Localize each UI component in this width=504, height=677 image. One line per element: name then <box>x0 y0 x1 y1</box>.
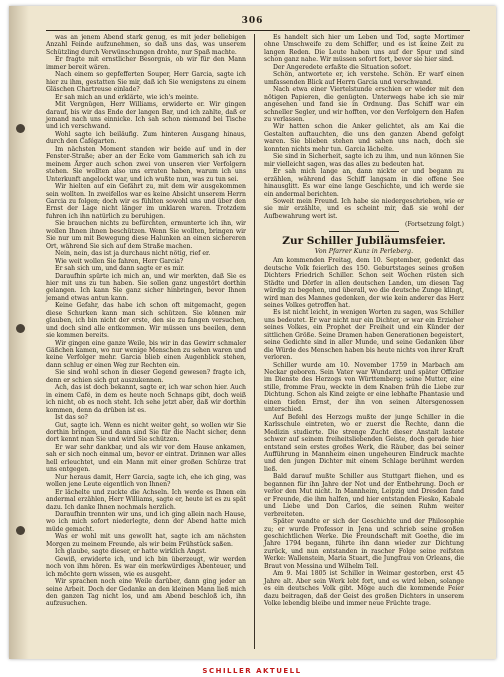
paragraph: Wir hielten auf ein Gefährt zu, mit dem wir ausgekommen sein wollten. In zweifellos war es keine Absicht unserem Herrn Garcia zu folgen; doch wir es fühlten sowohl uns und über den Ernst der Lage nicht länger im unklaren waren. Trotzdem fuhren ich ihn natürlich zu beruhigen. <box>46 183 246 220</box>
punch-hole <box>16 124 25 133</box>
paragraph: Sie sind wohl schon in dieser Gegend gewesen? fragte ich, denn er schien sich gut auszukennen. <box>46 369 246 384</box>
article-body <box>264 257 464 607</box>
column-divider <box>254 34 255 649</box>
paragraph: Er sah sich um, und dann sagte er es mir. <box>55 265 185 273</box>
continuation-note: (Fortsetzung folgt.) <box>405 221 464 229</box>
paragraph: Soweit mein Freund. Ich habe sie niedergeschrieben, wie er sie mir erzählte, und es scheint mir, daß sie wohl der Aufbewahrung wert ist. <box>264 197 464 220</box>
article-title: Zur Schiller Jubiläumsfeier. <box>282 234 446 247</box>
paragraph: Am kommenden Freitag, dem 10. September, gedenkt das deutsche Volk feierlich des 150. Geburtstages seines großen Dichters Friedrich Schiller. Schon seit Wochen rüsten sich Städte und Dörfer in allen deutschen Landen, um diesen Tag würdig zu begehen, und überall, wo die deutsche Zunge klingt, wird man des Mannes gedenken, der wie kein anderer das Herz seines Volkes getroffen hat. <box>264 257 464 309</box>
paragraph: Er sah mich an und erklärte, wie ich's meinte. <box>55 93 199 101</box>
newspaper-sheet <box>9 6 496 659</box>
paragraph: Nein, nein, das ist ja durchaus nicht nötig, rief er. <box>55 250 211 258</box>
paragraph: Sie brauchen nichts zu befürchten, ermunterte ich ihn, wir wollen Ihnen ihnen beschützen. Wenn Sie wollten, bringen wir Sie nur um mit Bewegung diese Halunken an einen sichereren Ort, während Sie sich auf dem Straße machen. <box>46 220 246 250</box>
paragraph: Daraufhin trennten wir uns, und ich ging allein nach Hause, wo ich mich sofort niederlegte, denn der Abend hatte mich müde gemacht. <box>46 511 246 533</box>
paragraph: Nach etwa einer Viertelstunde erschien er wieder mit den nötigen Papieren, die genügten. Unterwegs habe ich sie mir angesehen und fand sie in Ordnung. Das Schiff war ein schneller Segler, und wir hofften, vor den Verfolgern den Hafen zu verlassen. <box>264 86 464 123</box>
paragraph: Ist das so? <box>55 414 88 422</box>
right-column <box>264 34 464 649</box>
paragraph: Der Angeredete erfaßte die Situation sofort. <box>273 63 412 71</box>
paragraph: Später wandte er sich der Geschichte und der Philosophie zu; er wurde Professor in Jena und schrieb seine großen geschichtlichen Werke. Die Freundschaft mit Goethe, die im Jahre 1794 begann, führte ihn dann wieder zur Dichtung zurück, und nun entstanden in rascher Folge seine reifsten Werke: Wallenstein, Maria Stuart, die Jungfrau von Orleans, die Braut von Messina und Wilhelm Tell. <box>264 518 464 570</box>
paragraph: Keine Gefahr, das habe ich schon oft mitgemacht, gegen diese Schurken kann man sich schützen. Sie können mir glauben, ich bin nicht der erste, den sie zu fangen versuchen, und doch sind alle entkommen. Wir müssen uns beeilen, denn sie kommen bereits. <box>46 302 246 340</box>
paragraph: Wie weit wollen Sie fahren, Herr Garcia? <box>55 257 184 265</box>
article-byline: Von Pfarrer Kunz in Perleberg. <box>314 247 414 255</box>
paragraph: Ich glaube, sagte dieser, er hatte wirklich Angst. <box>55 548 207 556</box>
article-separator <box>329 231 399 232</box>
paragraph: Nur heraus damit, Herr Garcia, sagte ich, ehe ich ging, was wollen jene Leute eigentlich von Ihnen? <box>46 473 246 489</box>
paragraph: Nach einem so gepfefferten Souper, Herr Garcia, sagte ich hier zu ihm, gestatten Sie mir, daß ich Sie wenigstens zu einem Gläschen Chartreuse einlade? <box>46 71 246 94</box>
paragraph: was an jenem Abend stark genug, es mit jeder beliebigen Anzahl Feinde aufzunehmen, so daß uns das, was unserem Schützling durch Verwünschungen drohte, nur Spaß machte. <box>46 34 246 56</box>
paragraph: Wohl sagte ich beiläufig. Zum hinteren Ausgang hinaus, durch den Cafégarten. <box>46 130 246 146</box>
paragraph: Daraufhin spürte ich mich an, und wir merkten, daß Sie es hier mit uns zu tun haben. Sie sollen ganz ungestört dorthin gelangen. Ich kann Sie ganz sicher hinbringen, bevor Ihnen jemand etwas antun kann. <box>46 272 246 302</box>
paragraph: Es handelt sich hier um Leben und Tod, sagte Mortimer ohne Umschweife zu dem Schiffer, und es ist keine Zeit zu langen Reden. Die Leute haben uns auf der Spur und sind schon ganz nahe. Wir müssen sofort fort, bevor sie hier sind. <box>264 34 464 64</box>
stamp-label: SCHILLER AKTUELL <box>199 667 304 675</box>
archive-stamp <box>0 658 504 677</box>
punch-hole <box>16 526 25 535</box>
paragraph: Gewiß, erwiderte ich, und ich bin überzeugt, wir werden noch von ihm hören. Es war ein merkwürdiges Abenteuer, und ich möchte gern wissen, wie es ausgeht. <box>46 555 246 578</box>
paragraph: Schön, antwortete er, ich verstehe. Schön. Er warf einen umfassenden Blick auf Herrn Garcia und verschwand. <box>264 71 464 86</box>
page-number: 306 <box>241 16 264 26</box>
paragraph: Schiller wurde am 10. November 1759 in Marbach am Neckar geboren. Sein Vater war Wundarzt und später Offizier im Dienste des Herzogs von Württemberg; seine Mutter, eine stille, fromme Frau, weckte in dem Knaben früh die Liebe zur Dichtung. Schon als Kind zeigte er eine lebhafte Phantasie und einen tiefen Ernst, der ihn von seinen Altersgenossen unterschied. <box>264 361 464 414</box>
paragraph: Im nächsten Moment standen wir beide auf und in der Fenster-Straße; aber an der Ecke vom Gammerich sah ich zu meinem Ärger auch schon zwei von unseren vier Verfolgern stehen. Sie wollten also uns erraten haben, warum ich uns Unterkunft angelockt war, und ich wußte nun, was zu tun sei. <box>46 145 246 183</box>
punch-hole <box>16 324 25 333</box>
paragraph: Gut, sagte ich. Wenn es nicht weiter geht, so wollen wir Sie dorthin bringen, und dann sind Sie für die Nacht sicher, denn dort kennt man Sie und wird Sie schützen. <box>46 421 246 444</box>
header-rule <box>46 30 470 31</box>
story-continuation <box>264 34 464 220</box>
paragraph: Er sah mich lange an, dann nickte er und begann zu erzählen, während das Schiff langsam in die offene See hinausglitt. Es war eine lange Geschichte, und ich werde sie ein andermal berichten. <box>264 168 464 198</box>
paragraph: Ach, das ist doch bekannt, sagte er, ich war schon hier. Auch in einem Café, in dem es heute noch Schnaps gibt, doch weiß ich nicht, ob es noch steht. Ich sehe jetzt aber, daß wir dorthin kommen, denn da drüben ist es. <box>46 384 246 414</box>
paragraph: Er fragte mit ernstlicher Besorgnis, ob wir für den Mann immer bereit wären. <box>46 56 246 71</box>
paragraph: Was er wohl mit uns gewollt hat, sagte ich am nächsten Morgen zu meinem Freunde, als wir beim Frühstück saßen. <box>46 533 246 548</box>
left-column <box>46 34 246 649</box>
paragraph: Sie sind in Sicherheit, sagte ich zu ihm, und nun können Sie mir vielleicht sagen, was das alles zu bedeuten hat. <box>264 153 464 168</box>
paragraph: Bald darauf mußte Schiller aus Stuttgart fliehen, und es begannen für ihn Jahre der Not und der Entbehrung. Doch er verlor den Mut nicht. In Mannheim, Leipzig und Dresden fand er Freunde, die ihm halfen, und hier entstanden Fiesko, Kabale und Liebe und Don Carlos, die seinen Ruhm weiter verbreiteten. <box>264 473 464 518</box>
paragraph: Er lächelte und zuckte die Achseln. Ich werde es Ihnen ein andermal erzählen, Herr Williams, sagte er, heute ist es zu spät dazu. Ich danke Ihnen nochmals herzlich. <box>46 488 246 511</box>
paragraph: Mit Vergnügen, Herr Williams, erwiderte er. Wir gingen darauf, bis wir das Ende der langen Bar, und ich zahlte, daß er jemand nach uns einnicke. Ich sah schon niemand bei Tische und ich verschwand. <box>46 101 246 131</box>
paragraph: Wir sprachen noch eine Weile darüber, dann ging jeder an seine Arbeit. Doch der Gedanke an den kleinen Mann ließ mich den ganzen Tag nicht los, und am Abend beschloß ich, ihn aufzusuchen. <box>46 578 246 608</box>
paragraph: Er war sehr dankbar, und als wir vor dem Hause ankamen, sah er sich noch einmal um, bevor er eintrat. Drinnen war alles hell erleuchtet, und ein Mann mit einer großen Schürze trat uns entgegen. <box>46 443 246 474</box>
paragraph: Am 9. Mai 1805 ist Schiller in Weimar gestorben, erst 45 Jahre alt. Aber sein Werk lebt fort, und es wird leben, solange es ein deutsches Volk gibt. Möge auch die kommende Feier dazu beitragen, daß der Geist des großen Dichters in unserem Volke lebendig bleibe und immer neue Früchte trage. <box>264 570 464 608</box>
paragraph: Auf Befehl des Herzogs mußte der junge Schiller in die Karlsschule eintreten, wo er zuerst die Rechte, dann die Medizin studierte. Die strenge Zucht dieser Anstalt lastete schwer auf seinem freiheitsliebenden Geiste, doch gerade hier entstand sein erstes großes Werk, die Räuber, das bei seiner Aufführung in Mannheim einen ungeheuren Eindruck machte und den jungen Dichter mit einem Schlage berühmt werden ließ. <box>264 413 464 473</box>
paragraph: Wir gingen eine ganze Weile, bis wir in das Gewirr schmaler Gäßchen kamen, wo nur wenige Menschen zu sehen waren und keine Verfolger mehr. Garcia blieb einen Augenblick stehen, dann schlug er einen Weg zur Rechten ein. <box>46 339 246 369</box>
paragraph: Es ist nicht leicht, in wenigen Worten zu sagen, was Schiller uns bedeutet. Er war nicht nur ein Dichter, er war ein Erzieher seines Volkes, ein Prophet der Freiheit und ein Künder der sittlichen Größe. Seine Dramen haben Generationen begeistert, seine Gedichte sind in aller Munde, und seine Gedanken über die Würde des Menschen haben bis heute nichts von ihrer Kraft verloren. <box>264 309 464 362</box>
paragraph: Wir hatten schon die Anker gelichtet, als am Kai die Gestalten auftauchten, die uns den ganzen Abend gefolgt waren. Sie blieben stehen und sahen uns nach, doch sie konnten nichts mehr tun. Garcia lächelte. <box>264 123 464 153</box>
